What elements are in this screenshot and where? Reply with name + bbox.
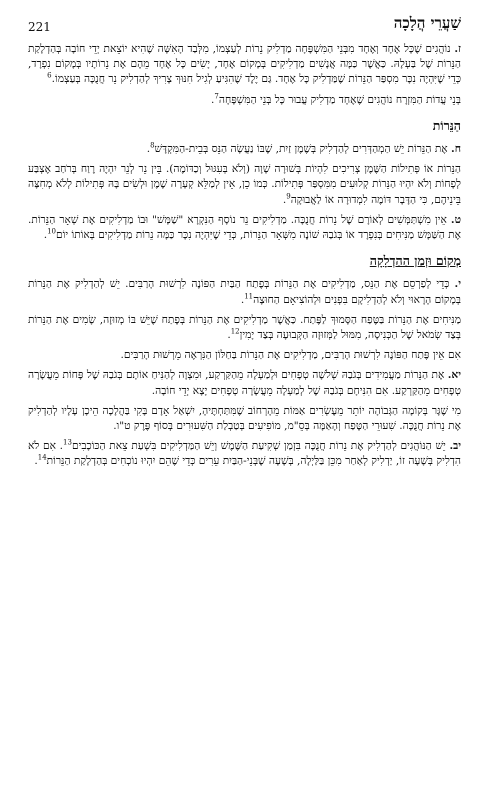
paragraph-text: אֶת הַנֵּרוֹת יֵשׁ הַמְהַדְּרִים לְהַדְלִיק בְּשֶׁמֶן זַיִת, שֶׁבּוֹ נַעֲשָׂה הַנֵּס בְּבֵית-הַמִּקְדָּשׁ: [154, 143, 448, 156]
paragraph: [28, 404, 461, 434]
paragraph: יב. יֵשׁ הַנּוֹהֲגִים לְהַדְלִיק אֶת נֵרוֹת חֲנֻכָּה בִּזְמַן שְׁקִיעַת הַשֶּׁמֶשׁ וְיֵשׁ הַמַּדְלִיקִים בִּשְׁעַת צֵאת הַכּוֹכָבִים$^{13}$. אִם לֹא הִדְלִיק בְּשָׁעָה זוֹ, יַדְלִיק לְאַחַר מִכֵּן בַּלַּיְלָה, בְּשָׁעָה שֶׁבְּנֵי-הַבַּיִת עֵרִים כְּדֵי שֶׁהֵם יִהְיוּ נוֹכְחִים בְּהַדְלָקַת הַנֵּרוֹת$^{14}$.: [28, 438, 462, 468]
footnote-ref: 6: [47, 71, 52, 80]
paragraph-text: מַנִּיחִים אֶת הַנֵּרוֹת בַּטֶּפַח הַסָּמוּךְ לַפֶּתַח. כַּאֲשֶׁר מַדְלִיקִים אֶת הַנֵּרוֹת בְּפֶתַח שֶׁיֵּשׁ בּוֹ מְזוּזָה, שָׂמִים אֶת הַנֵּרוֹת בְּצַד שְׂמֹאל שֶׁל הַכְּנִיסָה, מִמּוּל לַמְּזוּזָה הַקְּבוּעָה בְּצַד יָמִין: [28, 313, 461, 342]
paragraph-text: בְּנֵי עֲדוֹת הַמִּזְרָח נוֹהֲגִים שֶׁאֶחָד מַדְלִיק עֲבוּר כָּל בְּנֵי הַמִּשְׁפָּחָה: [218, 93, 461, 106]
footnote-ref: 8: [150, 141, 155, 150]
paragraph: ט. אֵין מִשְׁתַּמְּשִׁים לְאוֹרָם שֶׁל נֵרוֹת חֲנֻכָּה. מַדְלִיקִים נֵר נוֹסָף הַנִּקְרָא "שַׁמָּשׁ" וּבוֹ מַדְלִיקִים אֶת שְׁאָר הַנֵּרוֹת. אֶת הַשַּׁמָּשׁ מַנִּיחִים בְּנִפְרָד אוֹ בְּגֹבַהּ שׁוֹנֶה מִשְּׁאָר הַנֵּרוֹת, כְּדֵי שֶׁיִּהְיֶה נִכָּר כַּמָּה נֵרוֹת מַדְלִיקִים בְּאוֹתוֹ יוֹם$^{10}$.: [28, 213, 462, 242]
paragraph-number: ז.: [454, 43, 462, 55]
paragraph: ח. אֶת הַנֵּרוֹת יֵשׁ הַמְהַדְּרִים לְהַדְלִיק בְּשֶׁמֶן זַיִת, שֶׁבּוֹ נַעֲשָׂה הַנֵּס בְּבֵית-הַמִּקְדָּשׁ$^8$.: [146, 141, 461, 156]
paragraph-text: אֶת הַנֵּרוֹת מַעֲמִידִים בְּגֹבַהּ שְׁלֹשָׁה טְפָחִים וּלְמַעְלָה מֵהַקַּרְקַע, וּמִצְוָה לְהַנִּיחַ אוֹתָם בְּגֹבַהּ שֶׁל פָּחוֹת מֵעֲשָׂרָה טְפָחִים מֵהַקַּרְקַע. אִם הִנִּיחָם בְּגֹבַהּ שֶׁל לְמַעְלָה מֵעֲשָׂרָה טְפָחִים יָצָא יְדֵי חוֹבָה.: [28, 369, 461, 397]
section-heading-place-time: מְקוֹם וּזְמַן הַהַדְלָקָה: [369, 253, 461, 269]
paragraph-text: כְּדֵי לְפַרְסֵם אֶת הַנֵּס, מַדְלִיקִים אֶת הַנֵּרוֹת בְּפֶתַח הַבַּיִת הַפּוֹנֶה לִרְשׁוּת הָרַבִּים. יֵשׁ לְהַדְלִיק אֶת הַנֵּרוֹת בְּמָקוֹם הָרָאוּי וְלֹא לְהַדְלִיקָם בִּפְנִים וּלְהוֹצִיאָם הַחוּצָה: [28, 278, 461, 306]
paragraph: ז. נוֹהֲגִים שֶׁכָּל אֶחָד וְאֶחָד מִבְּנֵי הַמִּשְׁפָּחָה מַדְלִיק נֵרוֹת לְעַצְמוֹ, מִלְּבַד הָאִשָּׁה שֶׁהִיא יוֹצֵאת יְדֵי חוֹבָה בְּהַדְלָקַת הַנֵּרוֹת שֶׁל בַּעְלָהּ. כַּאֲשֶׁר כַּמָּה אֲנָשִׁים מַדְלִיקִים בְּמָקוֹם אֶחָד, יָשִׂים כָּל אֶחָד מֵהֶם אֶת נֵרוֹתָיו בְּמָקוֹם נִפְרָד, כְּדֵי שֶׁיִּהְיֶה נִכָּר מִסְפַּר הַנֵּרוֹת שֶׁמַּדְלִיק כָּל אֶחָד. גַּם יֶלֶד שֶׁהִגִּיעַ לְגִיל חִנּוּךְ צָרִיךְ לְהַדְלִיק נֵר חֲנֻכָּה בְּעַצְמוֹ.$^6$: [28, 43, 462, 86]
running-title: שַׁעֲרֵי הֲלָכָה: [393, 14, 461, 32]
footnote-ref: 14: [37, 453, 47, 462]
paragraph-text: מִי שֶׁגָּר בְּקוֹמָה הַגְּבוֹהָה יוֹתֵר מֵעֶשְׂרִים אַמּוֹת מֵהָרְחוֹב שֶׁמִּתַּחְתֶּיהָ, יִשְׁאַל אָדָם בָּקִי בַּהֲלָכָה הֵיכָן עָלָיו לְהַדְלִיק אֶת נֵרוֹת חֲנֻכָּה. שִׁעוּרֵי הַטֶּפַח וְהָאַמָּה בְּסֵ"מ, מוֹפִיעִים בְּטַבְלַת הַשִּׁעוּרִים בְּסוֹף פֶּרֶק ט"ו.: [28, 404, 461, 433]
paragraph-text-continued: . אִם לֹא הִדְלִיק בְּשָׁעָה זוֹ, יַדְלִיק לְאַחַר מִכֵּן בַּלַּיְלָה, בְּשָׁעָה שֶׁבְּנֵי-הַבַּיִת עֵרִים כְּדֵי שֶׁהֵם יִהְיוּ נוֹכְחִים בְּהַדְלָקַת הַנֵּרוֹת: [28, 440, 461, 468]
page-header: [28, 0, 461, 42]
paragraph: [28, 348, 461, 363]
footnote-ref: 11: [244, 292, 254, 301]
paragraph-text: נוֹהֲגִים שֶׁכָּל אֶחָד וְאֶחָד מִבְּנֵי הַמִּשְׁפָּחָה מַדְלִיק נֵרוֹת לְעַצְמוֹ, מִלְּבַד הָאִשָּׁה שֶׁהִיא יוֹצֵאת יְדֵי חוֹבָה בְּהַדְלָקַת הַנֵּרוֹת שֶׁל בַּעְלָהּ. כַּאֲשֶׁר כַּמָּה אֲנָשִׁים מַדְלִיקִים בְּמָקוֹם אֶחָד, יָשִׂים כָּל אֶחָד מֵהֶם אֶת נֵרוֹתָיו בְּמָקוֹם נִפְרָד, כְּדֵי שֶׁיִּהְיֶה נִכָּר מִסְפַּר הַנֵּרוֹת שֶׁמַּדְלִיק כָּל אֶחָד. גַּם יֶלֶד שֶׁהִגִּיעַ לְגִיל חִנּוּךְ צָרִיךְ לְהַדְלִיק נֵר חֲנֻכָּה בְּעַצְמוֹ: [28, 43, 461, 86]
paragraph-number: יא.: [447, 369, 461, 382]
page-body: [28, 42, 461, 470]
paragraph-number: ט.: [450, 213, 462, 226]
footnote-ref: 10: [47, 227, 57, 236]
section-candles: [28, 142, 461, 243]
section-place-time: [28, 277, 461, 469]
paragraph: מַנִּיחִים אֶת הַנֵּרוֹת בַּטֶּפַח הַסָּמוּךְ לַפֶּתַח. כַּאֲשֶׁר מַדְלִיקִים אֶת הַנֵּרוֹת בְּפֶתַח שֶׁיֵּשׁ בּוֹ מְזוּזָה, שָׂמִים אֶת הַנֵּרוֹת בְּצַד שְׂמֹאל שֶׁל הַכְּנִיסָה, מִמּוּל לַמְּזוּזָה הַקְּבוּעָה בְּצַד יָמִין$^{12}$.: [28, 313, 461, 342]
paragraph: בְּנֵי עֲדוֹת הַמִּזְרָח נוֹהֲגִים שֶׁאֶחָד מַדְלִיק עֲבוּר כָּל בְּנֵי הַמִּשְׁפָּחָה$^7$.: [211, 92, 461, 106]
paragraph-text: אִם אֵין פֶּתַח הַפּוֹנֶה לִרְשׁוּת הָרַבִּים, מַדְלִיקִים אֶת הַנֵּרוֹת בַּחַלּוֹן הַנִּרְאֶה מֵרְשׁוּת הָרַבִּים.: [120, 349, 461, 362]
footnote-ref: 7: [214, 92, 219, 101]
paragraph: [28, 368, 461, 398]
paragraph: י. כְּדֵי לְפַרְסֵם אֶת הַנֵּס, מַדְלִיקִים אֶת הַנֵּרוֹת בְּפֶתַח הַבַּיִת הַפּוֹנֶה לִרְשׁוּת הָרַבִּים. יֵשׁ לְהַדְלִיק אֶת הַנֵּרוֹת בְּמָקוֹם הָרָאוּי וְלֹא לְהַדְלִיקָם בִּפְנִים וּלְהוֹצִיאָם הַחוּצָה$^{11}$.: [28, 278, 461, 306]
paragraph: הַנֵּרוֹת אוֹ פְּתִילוֹת הַשֶּׁמֶן צְרִיכִים לִהְיוֹת בְּשׁוּרָה שָׁוָה (וְלֹא בְּעִגּוּל וְכַדּוֹמֶה). בֵּין נֵר לְנֵר יִהְיֶה רֶוַח בְּרֹחַב אֶצְבַּע לְפָחוֹת וְלֹא יִהְיוּ הַנֵּרוֹת קְלוּעִים מִמִּסְפַּר פְּתִילוֹת. כְּמוֹ כֵן, אֵין לְמַלֵּא קְעָרָה שֶׁמֶן וּלְשִׂים בָּהּ פְּתִילוֹת לְלֹא מְחִצָּה בֵּינֵיהֶם, כִּי הַדָּבָר דּוֹמֶה לִמְדוּרָה אוֹ לַאֲבוּקָה$^9$.: [28, 163, 461, 206]
paragraph-text: הַנֵּרוֹת אוֹ פְּתִילוֹת הַשֶּׁמֶן צְרִיכִים לִהְיוֹת בְּשׁוּרָה שָׁוָה (וְלֹא בְּעִגּוּל וְכַדּוֹמֶה). בֵּין נֵר לְנֵר יִהְיֶה רֶוַח בְּרֹחַב אֶצְבַּע לְפָחוֹת וְלֹא יִהְיוּ הַנֵּרוֹת קְלוּעִים מִמִּסְפַּר פְּתִילוֹת. כְּמוֹ כֵן, אֵין לְמַלֵּא קְעָרָה שֶׁמֶן וּלְשִׂים בָּהּ פְּתִילוֹת לְלֹא מְחִצָּה בֵּינֵיהֶם, כִּי הַדָּבָר דּוֹמֶה לִמְדוּרָה אוֹ לַאֲבוּקָה: [28, 163, 461, 206]
footnote-ref: 13: [63, 438, 72, 447]
footnote-ref: 9: [286, 192, 291, 201]
paragraph-number: יב.: [449, 440, 462, 453]
section-intro: [28, 42, 461, 108]
paragraph-text: יֵשׁ הַנּוֹהֲגִים לְהַדְלִיק אֶת נֵרוֹת חֲנֻכָּה בִּזְמַן שְׁקִיעַת הַשֶּׁמֶשׁ וְיֵשׁ הַמַּדְלִיקִים בִּשְׁעַת צֵאת הַכּוֹכָבִים: [71, 440, 446, 453]
footnote-ref: 12: [230, 327, 240, 336]
paragraph-text: אֵין מִשְׁתַּמְּשִׁים לְאוֹרָם שֶׁל נֵרוֹת חֲנֻכָּה. מַדְלִיקִים נֵר נוֹסָף הַנִּקְרָא "שַׁמָּשׁ" וּבוֹ מַדְלִיקִים אֶת שְׁאָר הַנֵּרוֹת. אֶת הַשַּׁמָּשׁ מַנִּיחִים בְּנִפְרָד אוֹ בְּגֹבַהּ שׁוֹנֶה מִשְּׁאָר הַנֵּרוֹת, כְּדֵי שֶׁיִּהְיֶה נִכָּר כַּמָּה נֵרוֹת מַדְלִיקִים בְּאוֹתוֹ יוֹם: [28, 213, 461, 242]
paragraph-number: ח.: [451, 143, 461, 156]
paragraph-number: י.: [454, 278, 461, 291]
page-number: 221: [28, 20, 51, 34]
section-heading-candles: הַנֵּרוֹת: [432, 117, 461, 133]
